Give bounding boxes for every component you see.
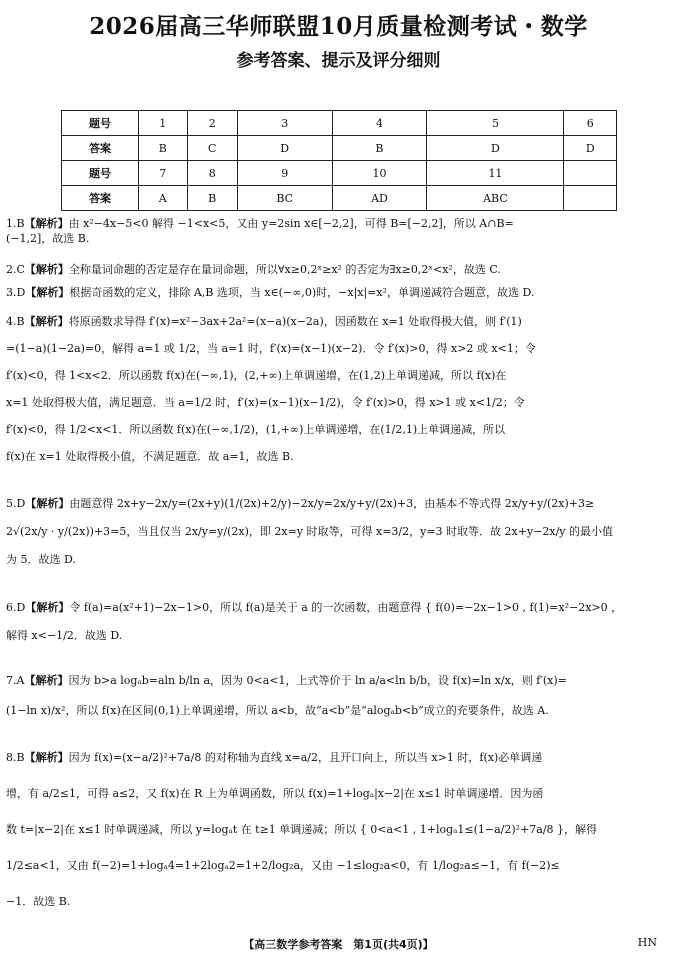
table-cell: D bbox=[564, 136, 617, 161]
explanation-text: 解得 x<−1/2．故选 D. bbox=[6, 629, 123, 642]
table-cell: BC bbox=[237, 186, 332, 211]
answer-table bbox=[61, 110, 617, 211]
explanation-item bbox=[6, 216, 666, 246]
explanation-text: f′(x)<0，得 1/2<x<1．所以函数 f(x)在(−∞,1/2)，(1,+∞)上单调递增，在(1/2,1)上单调递减，所以 bbox=[6, 423, 506, 436]
table-cell: C bbox=[187, 136, 237, 161]
analysis-tag: 【解析】 bbox=[24, 674, 69, 687]
explanation-text: 全称量词命题的否定是存在量词命题，所以∀x≥0,2ˣ≥x² 的否定为∃x≥0,2ˣ<x²，故选 C. bbox=[68, 263, 501, 276]
explanation-text: 令 f(a)=a(x²+1)−2x−1>0，所以 f(a)是关于 a 的一次函数，由题意得 { f(0)=−2x−1>0 , f(1)=x²−2x>0 ， bbox=[69, 601, 623, 614]
table-cell: AD bbox=[332, 186, 427, 211]
explanation-text: (−1,2]，故选 B. bbox=[6, 232, 90, 245]
question-number: 2.C bbox=[6, 263, 25, 276]
table-cell bbox=[564, 161, 617, 186]
page-title: 2026届高三华师联盟10月质量检测考试・数学 bbox=[89, 13, 588, 40]
explanation-text: =(1−a)(1−2a)=0，解得 a=1 或 1/2，当 a=1 时，f′(x)=(x−1)(x−2)．令 f′(x)>0，得 x>2 或 x<1；令 bbox=[6, 342, 536, 355]
explanation-text: 由题意得 2x+y−2x/y=(2x+y)(1/(2x)+2/y)−2x/y=2x/y+y/(2x)+3，由基本不等式得 2x/y+y/(2x)+3≥ bbox=[69, 497, 595, 510]
analysis-tag: 【解析】 bbox=[24, 263, 69, 276]
question-number: 7.A bbox=[6, 674, 25, 687]
explanation-text: f′(x)<0，得 1<x<2．所以函数 f(x)在(−∞,1)，(2,+∞)上单调递增，在(1,2)上单调递减，所以 f(x)在 bbox=[6, 369, 507, 382]
explanation-item bbox=[6, 740, 666, 920]
question-number: 1.B bbox=[6, 217, 25, 230]
table-cell: 8 bbox=[187, 161, 237, 186]
row-label-answer: 答案 bbox=[62, 186, 139, 211]
explanation-text: −1．故选 B. bbox=[6, 895, 71, 908]
explanation-text: 因为 b>a logₐb=aln b/ln a，因为 0<a<1，上式等价于 ln a/a<ln b/b，设 f(x)=ln x/x，则 f′(x)= bbox=[68, 674, 567, 687]
question-number: 3.D bbox=[6, 286, 26, 299]
explanation-item bbox=[6, 262, 666, 277]
row-label-number: 题号 bbox=[62, 161, 139, 186]
table-row bbox=[62, 161, 617, 186]
table-cell: 2 bbox=[187, 111, 237, 136]
explanation-text: 根据奇函数的定义，排除 A,B 选项，当 x∈(−∞,0)时，−x|x|=x²，单调递减符合题意，故选 D. bbox=[69, 286, 535, 299]
table-cell: 9 bbox=[237, 161, 332, 186]
table-cell: 6 bbox=[564, 111, 617, 136]
explanation-item bbox=[6, 666, 666, 726]
table-cell: B bbox=[187, 186, 237, 211]
page-subtitle: 参考答案、提示及评分细则 bbox=[236, 51, 441, 71]
explanation-text: 将原函数求导得 f′(x)=x²−3ax+2a²=(x−a)(x−2a)，因函数在 x=1 处取得极大值，则 f′(1) bbox=[68, 315, 522, 328]
table-row bbox=[62, 186, 617, 211]
explanation-text: 由 x²−4x−5<0 解得 −1<x<5，又由 y=2sin x∈[−2,2]，可得 B=[−2,2]，所以 A∩B= bbox=[68, 217, 514, 230]
explanation-item bbox=[6, 285, 666, 300]
explanation-text: 因为 f(x)=(x−a/2)²+7a/8 的对称轴为直线 x=a/2，且开口向上，所以当 x>1 时，f(x)必单调递 bbox=[68, 751, 543, 764]
analysis-tag: 【解析】 bbox=[24, 315, 69, 328]
explanation-text: f(x)在 x=1 处取得极小值，不满足题意．故 a=1，故选 B. bbox=[6, 450, 294, 463]
table-cell: B bbox=[332, 136, 427, 161]
table-cell: 3 bbox=[237, 111, 332, 136]
analysis-tag: 【解析】 bbox=[25, 497, 70, 510]
explanation-text: 增，有 a/2≤1，可得 a≤2，又 f(x)在 R 上为单调函数，所以 f(x)=1+logₐ|x−2|在 x≤1 时单调递增．因为函 bbox=[6, 787, 544, 800]
explanation-item bbox=[6, 308, 666, 470]
table-cell: D bbox=[427, 136, 564, 161]
table-cell: 11 bbox=[427, 161, 564, 186]
table-cell: ABC bbox=[427, 186, 564, 211]
explanation-text: x=1 处取得极大值，满足题意．当 a=1/2 时，f′(x)=(x−1)(x−1/2)，令 f′(x)>0，得 x>1 或 x<1/2；令 bbox=[6, 396, 525, 409]
table-cell: 4 bbox=[332, 111, 427, 136]
table-cell: 10 bbox=[332, 161, 427, 186]
table-cell: 5 bbox=[427, 111, 564, 136]
table-cell: D bbox=[237, 136, 332, 161]
question-number: 6.D bbox=[6, 601, 26, 614]
table-row bbox=[62, 136, 617, 161]
row-label-number: 题号 bbox=[62, 111, 139, 136]
analysis-tag: 【解析】 bbox=[24, 751, 69, 764]
analysis-tag: 【解析】 bbox=[24, 217, 69, 230]
table-cell: 7 bbox=[139, 161, 188, 186]
table-cell bbox=[564, 186, 617, 211]
region-code: HN bbox=[637, 936, 657, 949]
table-cell: B bbox=[139, 136, 188, 161]
explanation-text: 为 5．故选 D. bbox=[6, 553, 76, 566]
explanation-item bbox=[6, 490, 666, 574]
table-cell: A bbox=[139, 186, 188, 211]
explanation-text: (1−ln x)/x²，所以 f(x)在区间(0,1)上单调递增，所以 a<b，故“a<b”是“alogₐb<b”成立的充要条件，故选 A. bbox=[6, 704, 549, 717]
question-number: 8.B bbox=[6, 751, 25, 764]
row-label-answer: 答案 bbox=[62, 136, 139, 161]
explanation-item bbox=[6, 594, 666, 650]
explanation-text: 1/2≤a<1，又由 f(−2)=1+logₐ4=1+2logₐ2=1+2/log₂a，又由 −1≤log₂a<0，有 1/log₂a≤−1，有 f(−2)≤ bbox=[6, 859, 560, 872]
page-footer: 【高三数学参考答案 第1页(共4页)】 bbox=[243, 938, 434, 951]
analysis-tag: 【解析】 bbox=[25, 286, 70, 299]
table-row bbox=[62, 111, 617, 136]
analysis-tag: 【解析】 bbox=[25, 601, 70, 614]
question-number: 5.D bbox=[6, 497, 26, 510]
explanation-text: 2√(2x/y · y/(2x))+3=5，当且仅当 2x/y=y/(2x)，即 2x=y 时取等，可得 x=3/2，y=3 时取等．故 2x+y−2x/y 的最小值 bbox=[6, 525, 614, 538]
explanation-text: 数 t=|x−2|在 x≤1 时单调递减，所以 y=logₐt 在 t≥1 单调递减；所以 { 0<a<1 , 1+logₐ1≤(1−a/2)²+7a/8 }，解得 bbox=[6, 823, 598, 836]
table-cell: 1 bbox=[139, 111, 188, 136]
question-number: 4.B bbox=[6, 315, 25, 328]
